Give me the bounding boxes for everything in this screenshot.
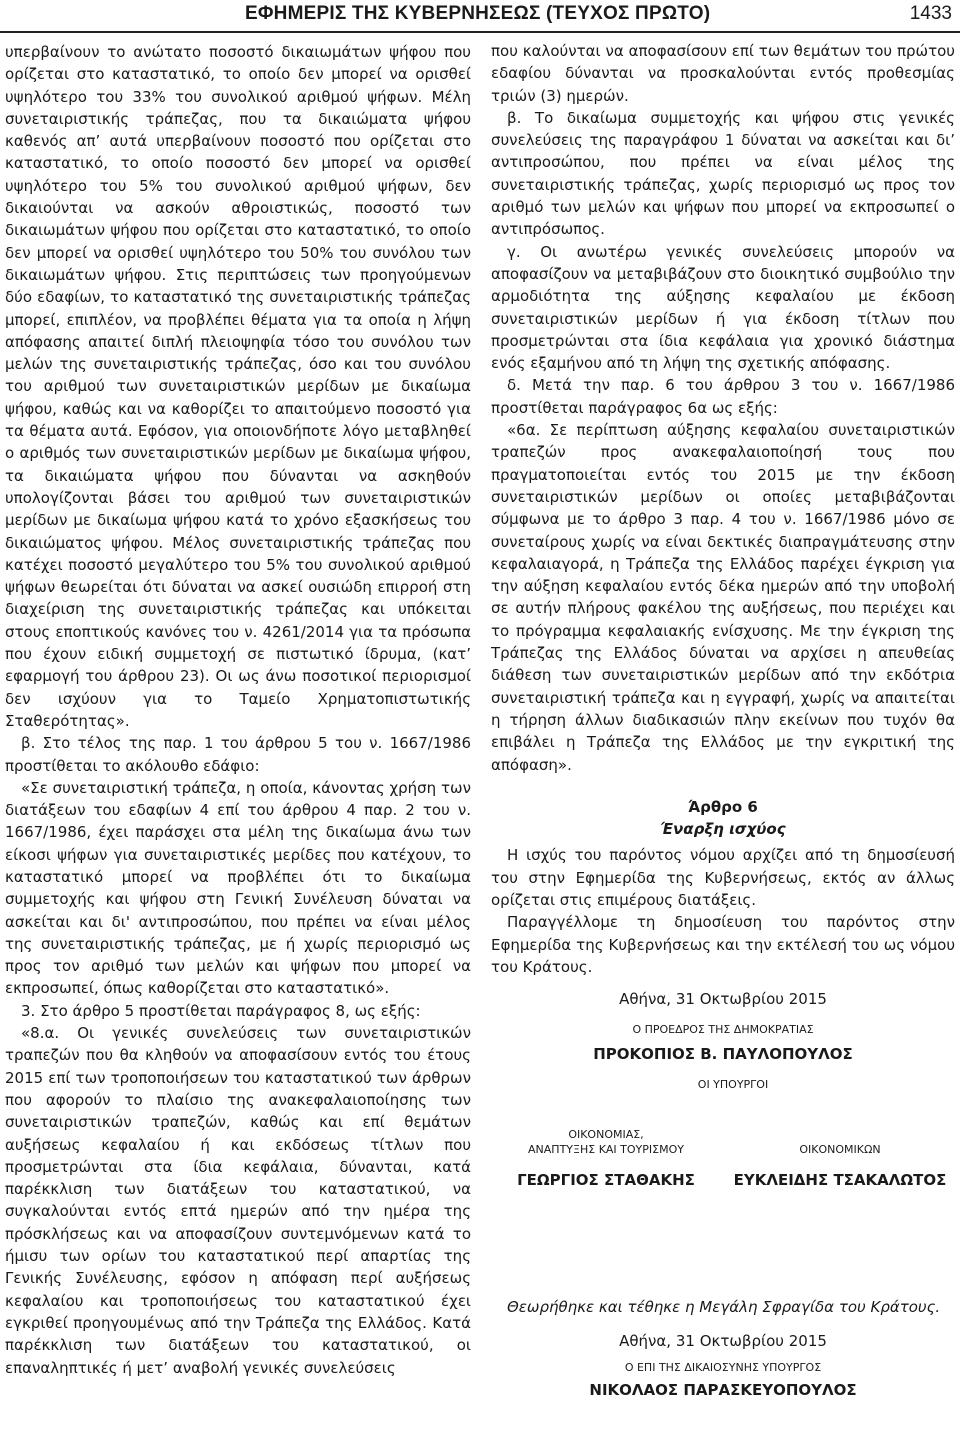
minister-title: ΟΙΚΟΝΟΜΙΑΣ, [568, 1128, 644, 1141]
signature-block [491, 990, 955, 1092]
date: Αθήνα, 31 Οκτωβρίου 2015 [619, 1332, 827, 1351]
minister-name: ΕΥΚΛΕΙΔΗΣ ΤΣΑΚΑΛΩΤΟΣ [733, 1171, 947, 1189]
paragraph: β. Στο τέλος της παρ. 1 του άρθρου 5 του ν. 1667/1986 προστίθεται το ακόλουθο εδάφιο: [5, 734, 471, 775]
article-title: Άρθρο 6 [688, 797, 758, 816]
paragraph: «6α. Σε περίπτωση αύξησης κεφαλαίου συνεταιριστικών τραπεζών προς ανακεφαλαιοποίησή τους που πραγματοποιείται εντός του 2015 με την έκδοση συνεταιριστικών μερίδων οι οποίες μεταβιβάζονται σύμφωνα με το άρθρο 3 παρ. 4 του ν. 1667/1986 μόνο σε συνεταίρους χωρίς να είναι δεκτικές διαπραγμάτευσης στην κεφαλαιαγορά, η Τράπεζα της Ελλάδος παρέχει έγκριση για την αύξηση κεφαλαίου εντός δέκα ημερών από την υποβολή σε αυτήν πλήρους φακέλου της αυξήσεως, που περιέχει και το πρόγραμμα κεφαλαιακής ενίσχυσης. Με την έγκριση της Τράπεζας της Ελλάδος δύναται να αρχίσει η απευθείας διάθεση των συνεταιριστικών μερίδων από την εκδότρια συνεταιριστική τράπεζα και η εγγραφή, χωρίς να απαιτείται η τήρηση άλλων διαδικασιών πλην εκείνων που τυχόν θα επιβάλει η Τράπεζα της Ελλάδος με την εγκριτική της απόφαση». [491, 421, 955, 774]
paragraph: δ. Μετά την παρ. 6 του άρθρου 3 του ν. 1667/1986 προστίθεται παράγραφος 6α ως εξής: [491, 376, 955, 417]
page-header [0, 0, 960, 34]
minister-signature [491, 1127, 721, 1189]
right-column [491, 40, 955, 978]
paragraph: 3. Στο άρθρο 5 προστίθεται παράγραφος 8, ως εξής: [21, 1001, 421, 1020]
paragraph: «8.α. Οι γενικές συνελεύσεις των συνεταιριστικών τραπεζών που θα κληθούν να αποφασίσουν εντός του έτους 2015 επί των τροποποιήσεων του καταστατικού των άρθρων που αφορούν το πλαίσιο της ανακεφαλαιοποίησης των συνεταιριστικών τραπεζών, καθώς και επί θεμάτων αυξήσεως κεφαλαίου ή και εκδόσεως τίτλων που προσμετρώνται στα ίδια κεφάλαια, δύνανται, κατά παρέκκλιση των διατάξεων του καταστατικού, να συγκαλούνται εντός επτά ημερών από την ημέρα της πρόσκλήσεως και να αποφασίζουν συντεμνόμενων κατά το ήμισυ των ορίων του καταστατικού περί απαρτίας της Γενικής Συνέλευσης, εφόσον η απόφαση περί αυξήσεως κεφαλαίου και τροποποιήσεως του καταστατικού έχει εγκριθεί προηγουμένως από την Τράπεζα της Ελλάδος. Κατά παρέκκλιση των διατάξεων του καταστατικού, οι επαναληπτικές ή μετ’ αναβολή γενικές συνελεύσεις [5, 1024, 471, 1377]
date: Αθήνα, 31 Οκτωβρίου 2015 [619, 990, 827, 1008]
justice-minister-title: Ο ΕΠΙ ΤΗΣ ΔΙΚΑΙΟΣΥΝΗΣ ΥΠΟΥΡΓΟΣ [624, 1361, 822, 1375]
gazette-title: ΕΦΗΜΕΡΙΣ ΤΗΣ ΚΥΒΕΡΝΗΣΕΩΣ (ΤΕΥΧΟΣ ΠΡΩΤΟ) [245, 3, 711, 24]
president-name: ΠΡΟΚΟΠΙΟΣ Β. ΠΑΥΛΟΠΟΥΛΟΣ [593, 1045, 853, 1063]
seal-block [491, 1296, 955, 1399]
page-number: 1433 [909, 3, 952, 24]
paragraph: γ. Οι ανωτέρω γενικές συνελεύσεις μπορούν να αποφασίζουν να μεταβιβάζουν στο διοικητικό συμβούλιο την αρμοδιότητα της αύξησης κεφαλαίου με έκδοση συνεταιριστικών μερίδων ή για έκδοση τίτλων που προσμετρώνται στα ίδια κεφάλαια για χρονικό διάστημα ενός εξαμήνου από τη λήψη της σχετικής απόφασης. [491, 242, 955, 373]
left-column [5, 41, 471, 1379]
minister-title: ΑΝΑΠΤΥΞΗΣ ΚΑΙ ΤΟΥΡΙΣΜΟΥ [528, 1143, 684, 1156]
header-rule [0, 31, 960, 33]
minister-title: ΟΙΚΟΝΟΜΙΚΩΝ [799, 1143, 881, 1156]
seal-note: Θεωρήθηκε και τέθηκε η Μεγάλη Σφραγίδα του Κράτους. [507, 1298, 941, 1316]
article-subtitle: Έναρξη ισχύος [660, 820, 786, 839]
paragraph: Η ισχύς του παρόντος νόμου αρχίζει από τη δημοσίευσή του στην Εφημερίδα της Κυβερνήσεως, εκτός αν άλλως ορίζεται στις επιμέρους διατάξεις. [491, 846, 955, 909]
minister-signature [725, 1142, 955, 1189]
president-title: Ο ΠΡΟΕΔΡΟΣ ΤΗΣ ΔΗΜΟΚΡΑΤΙΑΣ [632, 1023, 814, 1036]
paragraph: υπερβαίνουν το ανώτατο ποσοστό δικαιωμάτων ψήφου που ορίζεται στο καταστατικό, το οποίο δεν μπορεί να ορισθεί υψηλότερο του 33% του συνολικού αριθμού ψήφων. Μέλη συνεταιριστικής τράπεζας, που τα δικαιώματα ψήφου καθενός απ’ αυτά υπερβαίνουν ποσοστό που ορίζεται στο καταστατικό, το οποίο ποσοστό δεν μπορεί να ορισθεί υψηλότερο του 5% του συνολικού αριθμού ψήφων, δεν δικαιούνται να ασκούν αθροιστικώς, ποσοστό των δικαιωμάτων ψήφου που ορίζεται στο καταστατικό, το οποίο δεν μπορεί να ορισθεί υψηλότερο του 50% του συνόλου των δικαιωμάτων ψήφου. Στις περιπτώσεις των προηγούμενων δύο εδαφίων, το καταστατικό της συνεταιριστικής τράπεζας μπορεί, επιπλέον, να προβλέπει θέματα για τα οποία η λήψη απόφασης απαιτεί διπλή πλειοψηφία τόσο του συνόλου των μελών της συνεταιριστικής τράπεζας, όσο και του συνόλου του αριθμού των συνεταιριστικών μερίδων με δικαίωμα ψήφου, καθώς και να καθορίζει το απαιτούμενο ποσοστό για τα θέματα αυτά. Εφόσον, για οποιονδήποτε λόγο μεταβληθεί ο αριθμός των συνεταιριστικών μερίδων με δικαίωμα ψήφου, τα δικαιώματα ψήφου που δύνανται να ασκηθούν υπολογίζονται βάσει του αριθμού των συνεταιριστικών μερίδων με δικαίωμα ψήφου κατά το χρόνο εξασκήσεως του δικαιώματος ψήφου. Μέλος συνεταιριστικής τράπεζας που κατέχει ποσοστό μεγαλύτερο του 5% του συνολικού αριθμού ψήφων θεωρείται ότι δύναται να ασκεί ουσιώδη επιρροή στη διαχείριση της συνεταιριστικής τράπεζας και υπόκειται στους εποπτικούς κανόνες του ν. 4261/2014 για τα πρόσωπα που έχουν ειδική συμμετοχή σε πιστωτικό ίδρυμα, (κατ’ εφαρμογή του άρθρου 23). Οι ως άνω ποσοτικοί περιορισμοί δεν ισχύουν για το Ταμείο Χρηματοπιστωτικής Σταθερότητας». [5, 43, 471, 730]
paragraph: «Σε συνεταιριστική τράπεζα, η οποία, κάνοντας χρήση των διατάξεων του εδαφίων 4 επί του άρθρου 4 παρ. 2 του ν. 1667/1986, έχει παράσχει στα μέλη της δικαίωμα άνω των είκοσι ψήφων για συνεταιριστικές μερίδες που κατέχουν, το καταστατικό μπορεί να προβλέπει ότι το δικαίωμα συμμετοχής και ψήφου στη Γενική Συνέλευση δύναται να ασκείται και δι' αντιπροσώπου, που πρέπει να είναι μέλος της συνεταιριστικής τράπεζας, με ή χωρίς περιορισμό ως προς τον αριθμό των μελών και ψήφων που μπορεί να εκπροσωπεί, όπως καθορίζεται στο καταστατικό». [5, 778, 471, 998]
paragraph: β. Το δικαίωμα συμμετοχής και ψήφου στις γενικές συνελεύσεις της παραγράφου 1 δύναται να ασκείται και δι’ αντιπροσώπου, που πρέπει να είναι μέλος της συνεταιριστικής τράπεζας, χωρίς περιορισμό ως προς τον αριθμό των μελών και ψήφων που μπορεί να εκπροσωπεί ο αντιπρόσωπος. [491, 108, 955, 239]
paragraph: που καλούνται να αποφασίσουν επί των θεμάτων του πρώτου εδαφίου δύνανται να προσκαλούνται εντός προθεσμίας τριών (3) ημερών. [491, 42, 955, 105]
ministers-label: ΟΙ ΥΠΟΥΡΓΟΙ [697, 1078, 769, 1091]
minister-name: ΓΕΩΡΓΙΟΣ ΣΤΑΘΑΚΗΣ [517, 1171, 695, 1189]
justice-minister-name: ΝΙΚΟΛΑΟΣ ΠΑΡΑΣΚΕΥΟΠΟΥΛΟΣ [589, 1381, 857, 1400]
paragraph: Παραγγέλλομε τη δημοσίευση του παρόντος στην Εφημερίδα της Κυβερνήσεως και την εκτέλεσή του ως νόμου του Κράτους. [491, 913, 955, 976]
